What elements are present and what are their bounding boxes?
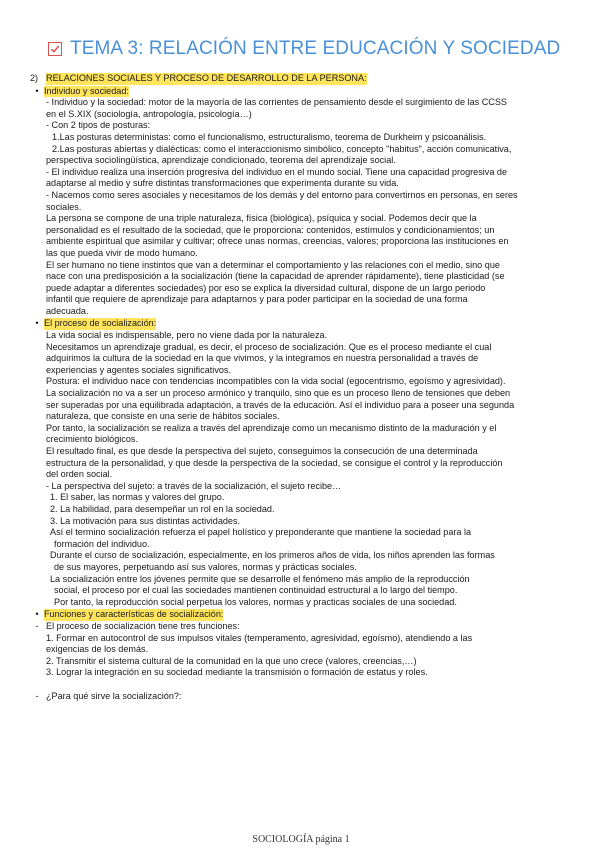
paragraph-line: naturaleza, que consiste en una serie de hábitos sociales. (46, 411, 280, 422)
bullet-heading-socializacion (30, 318, 570, 330)
paragraph-line: en el S.XIX (sociología, antropología, psicología…) (46, 108, 252, 119)
paragraph-line: crecimiento biológicos. (46, 434, 138, 445)
dash-line (30, 621, 570, 633)
document-body (30, 73, 570, 702)
paragraph-line: personalidad es el resultado de la sociedad, que le proporciona: contenidos, estímulos y condicionamientos; un (46, 224, 495, 235)
dash-icon: - (35, 620, 39, 631)
dash-line-question (30, 691, 570, 703)
paragraph-line: - El individuo realiza una inserción progresiva del individuo en el mundo social. Tiene una capacidad progresiva de (46, 166, 508, 177)
paragraph-line: 1. El saber, las normas y valores del grupo. (50, 492, 225, 503)
paragraph-line: Necesitamos un aprendizaje gradual, es decir, el proceso de socialización. Que es el proceso mediante el cual (46, 341, 492, 352)
section-number: 2) (30, 73, 39, 83)
paragraph-line: El ser humano no tiene instintos que van a determinar el comportamiento y las relaciones con el medio, sino que (46, 259, 500, 270)
heading-text: Individuo y sociedad: (44, 85, 129, 96)
paragraph-line: sociales. (46, 201, 82, 212)
paragraph-line: formación del individuo. (54, 538, 150, 549)
paragraph-line: social, el proceso por el cual las sociedades mantienen continuidad estructural a lo largo del tiempo. (54, 585, 458, 596)
paragraph-line: estructura de la personalidad, y que desde la perspectiva de la sociedad, se consigue el control y la reproducción (46, 457, 503, 468)
paragraph-line: experiencias y agentes sociales significativos. (46, 364, 232, 375)
heading-text: El proceso de socialización: (44, 318, 157, 329)
paragraph-line: nace con una predisposición a la socialización (tiene la capacidad de aprender rápidamente), tiene plasticidad (se (46, 271, 505, 282)
paragraph-line: adecuada. (46, 305, 89, 316)
bullet-heading-individuo (30, 86, 570, 98)
paragraph-line: La persona se compone de una triple naturaleza, física (biológica), psíquica y social. Podemos decir que la (46, 213, 477, 224)
paragraph-line: adaptarse al medio y sufre distintas transformaciones que experimenta durante su vida. (46, 178, 399, 189)
paragraph-line: 1.Las posturas deterministas: como el funcionalismo, estructuralismo, teorema de Durkheim y psicoanálisis. (52, 131, 487, 142)
title-text: TEMA 3: RELACIÓN ENTRE EDUCACIÓN Y SOCIEDAD (70, 38, 561, 59)
paragraph-line: 2. Transmitir el sistema cultural de la comunidad en la que uno crece (valores, creencias,…) (46, 655, 417, 666)
block-socializacion (30, 330, 570, 608)
paragraph-line: 2. La habilidad, para desempeñar un rol en la sociedad. (50, 503, 275, 514)
document-title (48, 38, 560, 60)
paragraph-line: adquirimos la cultura de la sociedad en la que vivimos, y la integramos en nuestra personalidad a través de (46, 353, 479, 364)
heading-text: Funciones y características de socialización: (44, 609, 224, 620)
paragraph-line: las que pueda vivir de modo humano. (46, 247, 198, 258)
paragraph-line: ambiente espiritual que asimilar y cultivar; ofrece unas normas, creencias, valores; proporciona las instituciones en (46, 236, 509, 247)
question-text: ¿Para qué sirve la socialización?: (46, 690, 182, 701)
paragraph-line: Por tanto, la socialización se realiza a través del aprendizaje como un mecanismo distinto de la maduración y el (46, 422, 497, 433)
block-funciones (30, 621, 570, 703)
page-footer: SOCIOLOGÍA página 1 (252, 834, 350, 845)
paragraph-line: 1. Formar en autocontrol de sus impulsos vitales (temperamento, agresividad, egoísmo), atendiendo a las (46, 632, 473, 643)
paragraph-line: perspectiva sociolingüística, aprendizaje condicionado, teorema del aprendizaje social. (46, 155, 396, 166)
paragraph-line: - Nacemos como seres asociales y necesitamos de los demás y del entorno para convertirnos en personas, en seres (46, 189, 518, 200)
bullet-icon: • (35, 609, 39, 620)
paragraph-line: infantil que requiere de aprendizaje para adaptarnos y para poder participar en la sociedad de una forma (46, 294, 468, 305)
paragraph-line: exigencias de los demás. (46, 644, 149, 655)
paragraph-line: La socialización no va a ser un proceso armónico y tranquilo, sino que es un proceso lleno de tensiones que deben (46, 388, 511, 399)
paragraph-line: Postura: el individuo nace con tendencias incompatibles con la vida social (egocentrismo, egoísmo y agresividad). (46, 376, 506, 387)
paragraph-line: El proceso de socialización tiene tres funciones: (46, 620, 240, 631)
paragraph-line: 2.Las posturas abiertas y dialécticas: como el interaccionismo simbólico, concepto "habitus", acción comunicativa, (52, 143, 512, 154)
block-individuo (30, 97, 570, 317)
bullet-icon: • (35, 318, 39, 329)
paragraph-line: Durante el curso de socialización, especialmente, en los primeros años de vida, los niños aprenden las formas (50, 550, 495, 561)
paragraph-line: - Con 2 tipos de posturas: (46, 120, 151, 131)
paragraph-line: 3. La motivación para sus distintas actividades. (50, 515, 241, 526)
paragraph-line: - La perspectiva del sujeto: a través de la socialización, el sujeto recibe… (46, 480, 342, 491)
bullet-icon: • (35, 85, 39, 96)
paragraph-line: Por tanto, la reproducción social perpetua los valores, normas y practicas sociales de una sociedad. (54, 596, 457, 607)
paragraph-line: 3. Lograr la integración en su sociedad mediante la transmisión o formación de estatus y roles. (46, 667, 428, 678)
paragraph-line: La vida social es indispensable, pero no viene dada por la naturaleza. (46, 330, 328, 341)
checkbox-checked-icon (48, 42, 62, 56)
paragraph-line: La socialización entre los jóvenes permite que se desarrolle el fenómeno más amplio de la reproducción (50, 573, 470, 584)
paragraph-line: ser superadas por una equilibrada adaptación, a través de la educación. Así el individuo para a poseer una segunda (46, 399, 515, 410)
bullet-heading-funciones (30, 609, 570, 621)
paragraph-line: de sus mayores, perpetuando así sus valores, normas y prácticas sociales. (54, 561, 357, 572)
paragraph-line: puede adaptar a diferentes sociedades) por eso se explica la diversidad cultural, dispone de un largo periodo (46, 282, 486, 293)
paragraph-line: - Individuo y la sociedad: motor de la mayoría de las corrientes de pensamiento desde el surgimiento de las CCSS (46, 97, 507, 108)
paragraph-line: del orden social. (46, 469, 113, 480)
paragraph-line: El resultado final, es que desde la perspectiva del sujeto, conseguimos la consecución de una determinada (46, 446, 478, 456)
section-heading (30, 73, 570, 85)
paragraph-line: Así el termino socialización refuerza el papel holístico y preponderante que mantiene la sociedad para la (50, 527, 472, 538)
section-title: RELACIONES SOCIALES Y PROCESO DE DESARROLLO DE LA PERSONA: (46, 73, 367, 83)
dash-icon: - (35, 690, 39, 701)
